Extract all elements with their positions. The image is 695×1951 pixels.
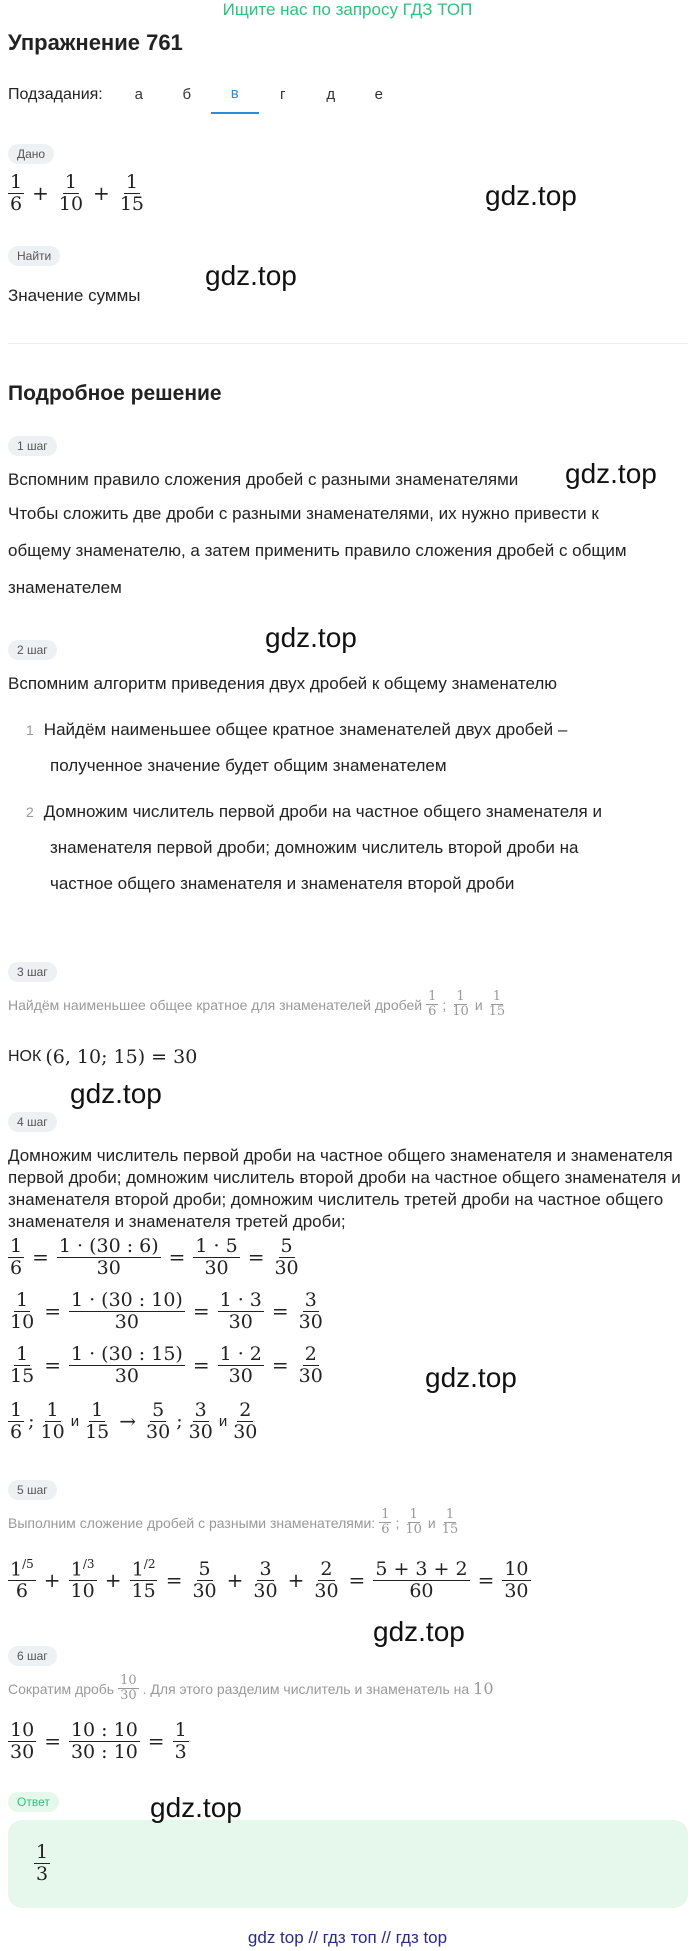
- footer-links[interactable]: gdz top // гдз топ // гдз top: [247, 1928, 448, 1947]
- step-3-badge: 3 шаг: [8, 962, 57, 982]
- subtasks-label: Подзадания:: [8, 85, 103, 103]
- page-title: Упражнение 761: [8, 30, 183, 55]
- step-1-text-line-3: знаменателем: [8, 578, 122, 597]
- sum-expression: $\frac{1^{/5}}{6}$ + $\frac{1^{/3}}{10}$ + $\frac{1^{/2}}{15}$ = $\frac{5}{30}$ + $\frac{3}{30}$ + $\frac{2}{30}$ = $\frac{5 + 3 + 2}{60}$ = $\frac{10}{30}$: [10, 1557, 529, 1603]
- step-5-badge: 5 шаг: [8, 1480, 57, 1500]
- list-item-cont: частное общего знаменателя и знаменателя второй дроби: [50, 874, 515, 893]
- step-4-hint-2: первой дроби; домножим числитель второй дроби на частное общего знаменателя и: [8, 1168, 681, 1187]
- step-6-badge: 6 шаг: [8, 1646, 57, 1666]
- list-item: 1 Найдём наименьшее общее кратное знаменателей двух дробей –: [26, 720, 568, 739]
- watermark: gdz.top: [205, 260, 297, 291]
- find-badge: Найти: [8, 246, 60, 266]
- divider: [8, 343, 688, 344]
- watermark: gdz.top: [565, 458, 657, 489]
- step-1-text-line-1: Чтобы сложить две дроби с разными знаменателями, их нужно привести к: [8, 504, 599, 523]
- reduce-expression: $\frac{10}{30}$ = $\frac{10 : 10}{30 : 10}$ = $\frac{1}{3}$: [10, 1719, 187, 1763]
- step-4-badge: 4 шаг: [8, 1112, 57, 1132]
- watermark: gdz.top: [373, 1616, 465, 1647]
- list-item-cont: полученное значение будет общим знаменателем: [50, 756, 447, 775]
- answer-badge: Ответ: [8, 1792, 59, 1812]
- step-2-hint: Вспомним алгоритм приведения двух дробей к общему знаменателю: [8, 674, 558, 693]
- tab-a[interactable]: а: [134, 86, 143, 103]
- eq-row-4: $\frac{1}{6}$ ; $\frac{1}{10}$ и $\frac{1}{15}$ → $\frac{5}{30}$ ; $\frac{3}{30}$ и $\frac{2}{30}$: [10, 1399, 258, 1443]
- solution-heading: Подробное решение: [8, 382, 222, 405]
- watermark: gdz.top: [70, 1078, 162, 1109]
- step-1-hint: Вспомним правило сложения дробей с разными знаменателями: [8, 470, 519, 489]
- given-expression: $\frac{1}{6}$ + $\frac{1}{10}$ + $\frac{1}{15}$: [10, 171, 144, 215]
- step-6-hint: Сократим дробь $\frac{10}{30}$ . Для этого разделим числитель и знаменатель на 10: [8, 1673, 494, 1704]
- tab-e[interactable]: е: [374, 86, 383, 103]
- tab-v[interactable]: в: [211, 85, 259, 114]
- watermark: gdz.top: [425, 1362, 517, 1393]
- find-text: Значение суммы: [8, 286, 141, 305]
- eq-row-2: $\frac{1}{10}$ = $\frac{1 \cdot (30 : 10)}{30}$ = $\frac{1 \cdot 3}{30}$ = $\frac{3}{30}$: [10, 1289, 323, 1333]
- list-item-cont: знаменателя первой дроби; домножим числитель второй дроби на: [50, 838, 579, 857]
- step-4-hint-1: Домножим числитель первой дроби на частное общего знаменателя и знаменателя: [8, 1146, 673, 1165]
- watermark: gdz.top: [485, 180, 577, 211]
- step-2-badge: 2 шаг: [8, 640, 57, 660]
- step-5-hint: Выполним сложение дробей с разными знаменателями: $\frac{1}{6}$ ; $\frac{1}{10}$ и $\frac{1}{15}$: [8, 1507, 459, 1538]
- eq-row-1: $\frac{1}{6}$ = $\frac{1 \cdot (30 : 6)}{30}$ = $\frac{1 \cdot 5}{30}$ = $\frac{5}{30}$: [10, 1235, 299, 1279]
- step-3-hint: Найдём наименьшее общее кратное для знаменателей дробей $\frac{1}{6}$ ; $\frac{1}{10}$ и $\frac{1}{15}$: [8, 989, 506, 1020]
- watermark: gdz.top: [150, 1792, 242, 1823]
- tab-g[interactable]: г: [279, 86, 286, 103]
- answer-box: $\frac{1}{3}$: [8, 1820, 688, 1908]
- nok-line: НОК (6, 10; 15) = 30: [8, 1046, 198, 1068]
- list-item: 2 Домножим числитель первой дроби на частное общего знаменателя и: [26, 802, 602, 821]
- tab-b[interactable]: б: [182, 86, 192, 103]
- step-4-hint-4: знаменателя и знаменателя третей дроби;: [8, 1212, 346, 1231]
- search-hint-link[interactable]: Ищите нас по запросу ГДЗ ТОП: [222, 0, 473, 19]
- given-badge: Дано: [8, 144, 54, 164]
- step-1-text-line-2: общему знаменателю, а затем применить правило сложения дробей с общим: [8, 541, 627, 560]
- step-1-badge: 1 шаг: [8, 436, 57, 456]
- tab-d[interactable]: д: [326, 86, 336, 103]
- eq-row-3: $\frac{1}{15}$ = $\frac{1 \cdot (30 : 15)}{30}$ = $\frac{1 \cdot 2}{30}$ = $\frac{2}{30}$: [10, 1343, 323, 1387]
- subtask-tabs: [8, 85, 403, 114]
- watermark: gdz.top: [265, 622, 357, 653]
- step-4-hint-3: знаменателя второй дроби; домножим числитель третей дроби на частное общего: [8, 1190, 664, 1209]
